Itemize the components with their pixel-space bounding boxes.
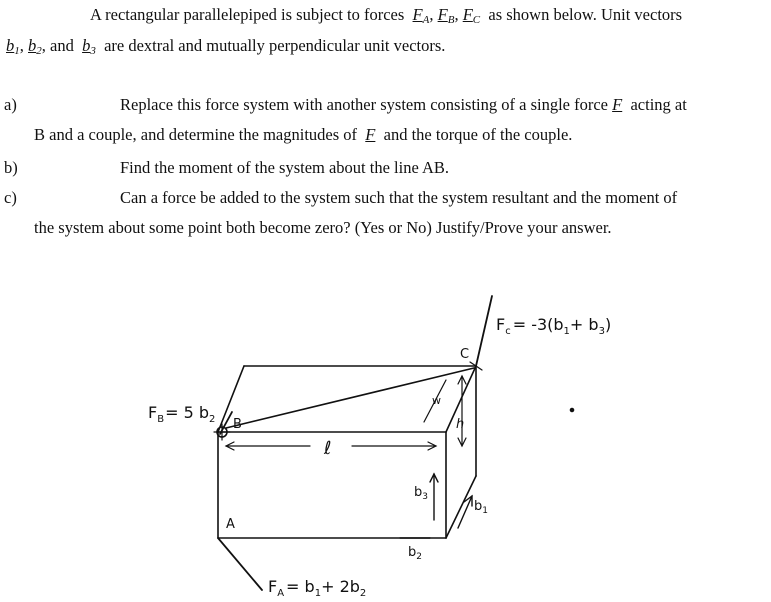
question-b-marker: b)	[4, 158, 18, 177]
intro-text-2-tail: are dextral and mutually perpendicular unit vectors.	[104, 36, 446, 55]
point-c-label: C	[460, 347, 470, 362]
and-word: , and	[41, 36, 74, 55]
question-a-text-2-tail: and the torque of the couple.	[383, 125, 573, 144]
force-b-label: $F_B= 5$ $b_2$	[148, 403, 216, 425]
intro-line-2: $b_1$, $b_2$, and $b_3$ are dextral and mutually perpendicular unit vectors.	[6, 36, 446, 57]
point-a-label: A	[226, 517, 235, 532]
question-a-marker: a)	[4, 95, 17, 114]
edge-bottom-right-diag	[446, 476, 476, 538]
unit-b2-sub: 2	[36, 45, 42, 57]
intro-text-1-tail: as shown below. Unit vectors	[488, 5, 683, 24]
question-a-text-1-tail: acting at	[630, 95, 687, 114]
force-a-label: $F_A = b_1+ 2b_2$	[268, 577, 367, 599]
question-a-force: F	[612, 95, 623, 114]
force-c-sub: C	[472, 14, 481, 26]
question-b-text: Find the moment of the system about the line AB.	[120, 158, 450, 177]
question-a-text-1: Replace this force system with another system consisting of a single force	[120, 95, 608, 114]
question-c-marker: c)	[4, 188, 17, 207]
force-b-sub: B	[447, 14, 455, 26]
stray-dot	[571, 409, 574, 412]
force-c-line	[476, 296, 492, 366]
unit-b1-symbol: b	[6, 36, 15, 55]
force-a-symbol: F	[412, 5, 423, 24]
force-c-label: $F_c = -3(b_1+ b_3)$	[496, 315, 612, 337]
force-c-symbol: F	[462, 5, 473, 24]
unit-b2-symbol: b	[28, 36, 37, 55]
question-c-line-2: the system about some point both become zero? (Yes or No) Justify/Prove your answer.	[34, 218, 612, 237]
unit-b1-sub: 1	[14, 45, 20, 57]
point-b-label: B	[233, 417, 242, 432]
force-a-sub: A	[422, 14, 430, 26]
unit-b3-symbol: b	[82, 36, 91, 55]
question-a-text-2: B and a couple, and determine the magnitudes of	[34, 125, 358, 144]
dim-w-label: w	[432, 394, 441, 407]
intro-text-1: A rectangular parallelepiped is subject to forces	[90, 5, 405, 24]
b3-label: $b_3$	[414, 485, 428, 502]
force-a-line	[218, 538, 262, 590]
question-a-force-2: F	[365, 125, 376, 144]
force-b-symbol: F	[437, 5, 448, 24]
dim-l-label: ℓ	[324, 438, 332, 459]
b1-label: $b_1$	[474, 499, 488, 516]
question-c-line-1: Can a force be added to the system such that the system resultant and the moment of	[120, 188, 678, 207]
unit-b3-sub: 3	[90, 45, 96, 57]
dim-h-label: h	[456, 417, 465, 432]
b2-label: $b_2$	[408, 545, 422, 562]
intro-line-1: A rectangular parallelepiped is subject to forces $F_A$, $F_B$, $F_C$ as shown below. Unit vectors	[90, 5, 683, 26]
